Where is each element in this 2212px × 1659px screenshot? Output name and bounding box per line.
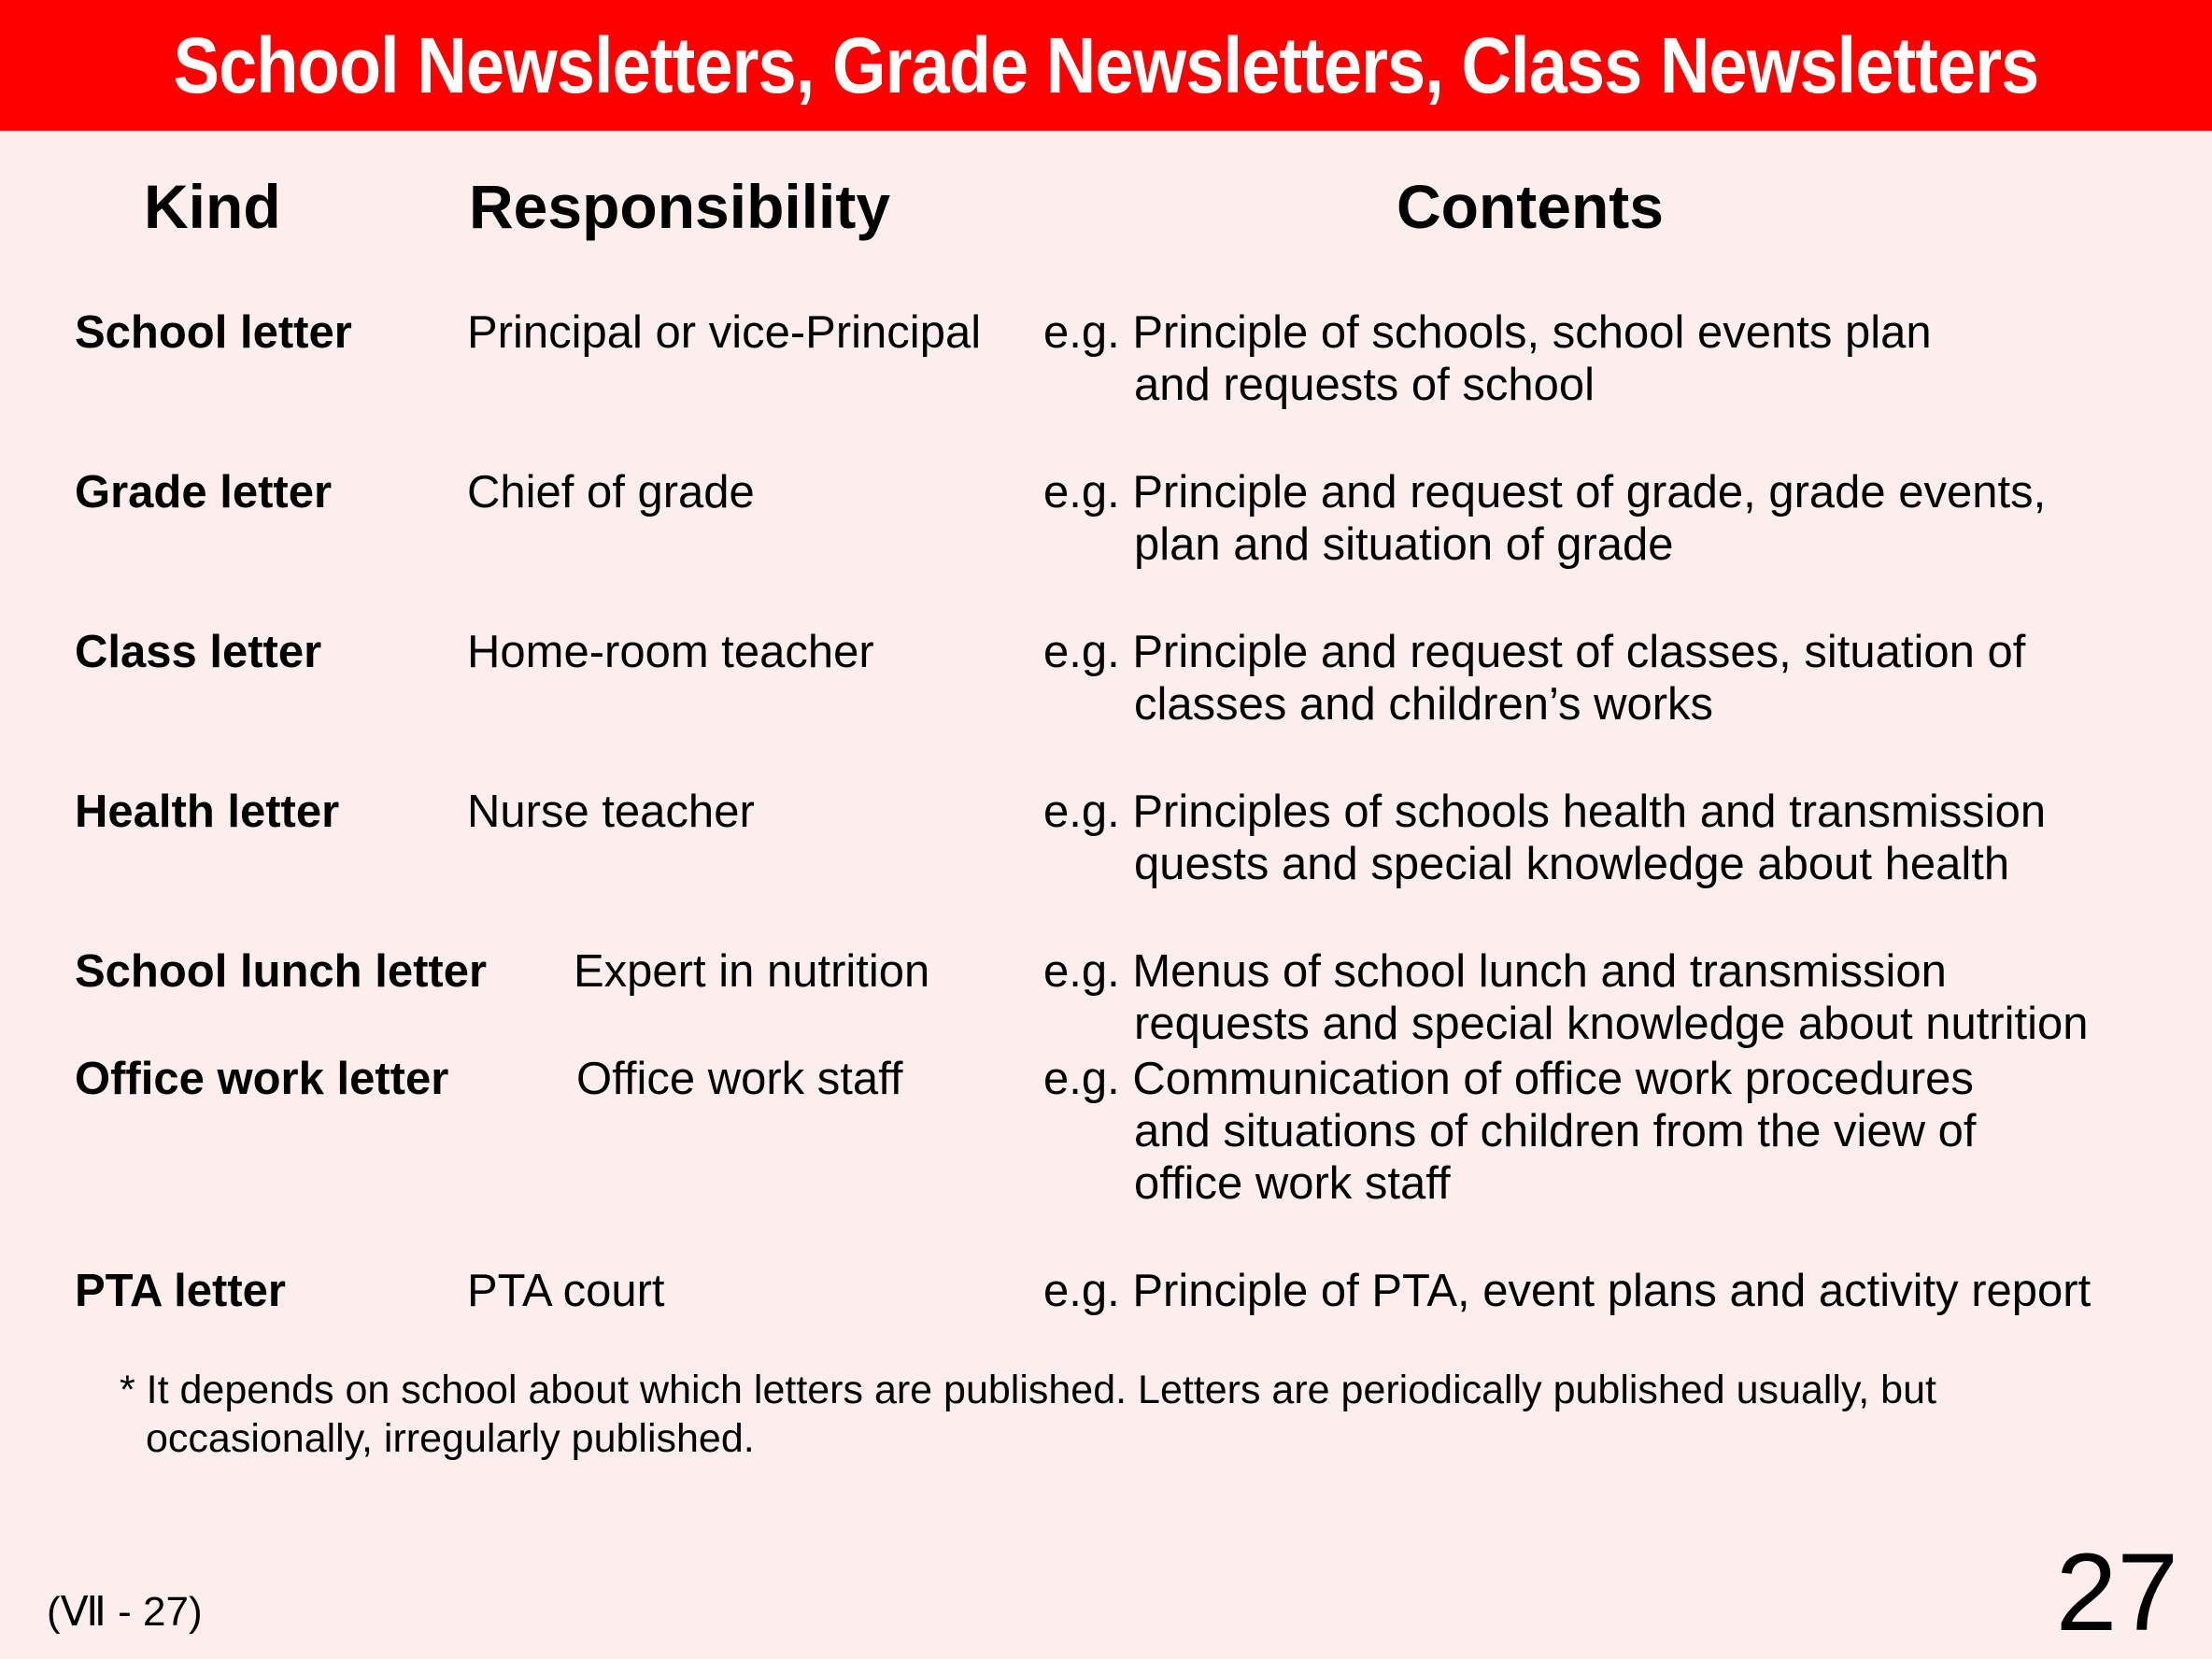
row-contents [1043,1265,2091,1317]
row-kind: Office work letter [75,1054,449,1104]
row-kind: School letter [75,307,352,358]
contents-line: office work staff [1134,1158,1451,1209]
column-header-contents: Contents [1397,172,1664,241]
contents-line: e.g. Principles of schools health and transmission [1043,787,2047,837]
slide-title: School Newsletters, Grade Newsletters, Class Newsletters [173,21,2039,109]
contents-line: classes and children’s works [1134,679,1714,730]
contents-line: e.g. Communication of office work procedures [1043,1054,1974,1104]
contents-line: requests and special knowledge about nutrition [1134,999,2089,1049]
footnote-line: occasionally, irregularly published. [146,1416,755,1461]
page-number: 27 [2055,1531,2178,1654]
row-responsibility: Expert in nutrition [574,946,930,997]
row-contents [1043,786,2046,890]
row-kind: School lunch letter [75,946,488,997]
row-responsibility: Home-room teacher [467,627,874,677]
contents-line: e.g. Principle of PTA, event plans and activity report [1043,1266,2091,1316]
row-responsibility: Office work staff [576,1054,903,1104]
row-responsibility: PTA court [467,1266,665,1316]
contents-line: plan and situation of grade [1134,519,1674,570]
contents-line: e.g. Principle of schools, school events plan [1043,307,1932,358]
contents-line: and situations of children from the view of [1134,1106,1977,1156]
column-header-responsibility: Responsibility [469,172,891,241]
row-contents [1043,466,2046,571]
contents-line: quests and special knowledge about health [1134,839,2010,889]
row-responsibility: Principal or vice-Principal [467,307,982,358]
row-contents [1043,626,2025,730]
row-kind: Class letter [75,627,322,677]
contents-line: e.g. Menus of school lunch and transmission [1043,946,1947,997]
column-header-kind: Kind [144,172,281,241]
row-kind: Grade letter [75,467,333,518]
row-responsibility: Chief of grade [467,467,755,518]
row-contents [1043,945,2089,1050]
contents-line: e.g. Principle and request of grade, grade events, [1043,467,2047,518]
slide-reference: (Ⅶ - 27) [47,1589,203,1635]
row-kind: Health letter [75,787,340,837]
row-contents [1043,306,1932,411]
footnote [120,1366,2128,1463]
row-contents [1043,1053,1977,1210]
row-responsibility: Nurse teacher [467,787,755,837]
contents-line: e.g. Principle and request of classes, situation of [1043,627,2026,677]
contents-line: and requests of school [1134,360,1595,410]
footnote-line: * It depends on school about which letters are published. Letters are periodically published usually, but [120,1368,1936,1412]
row-kind: PTA letter [75,1266,286,1316]
